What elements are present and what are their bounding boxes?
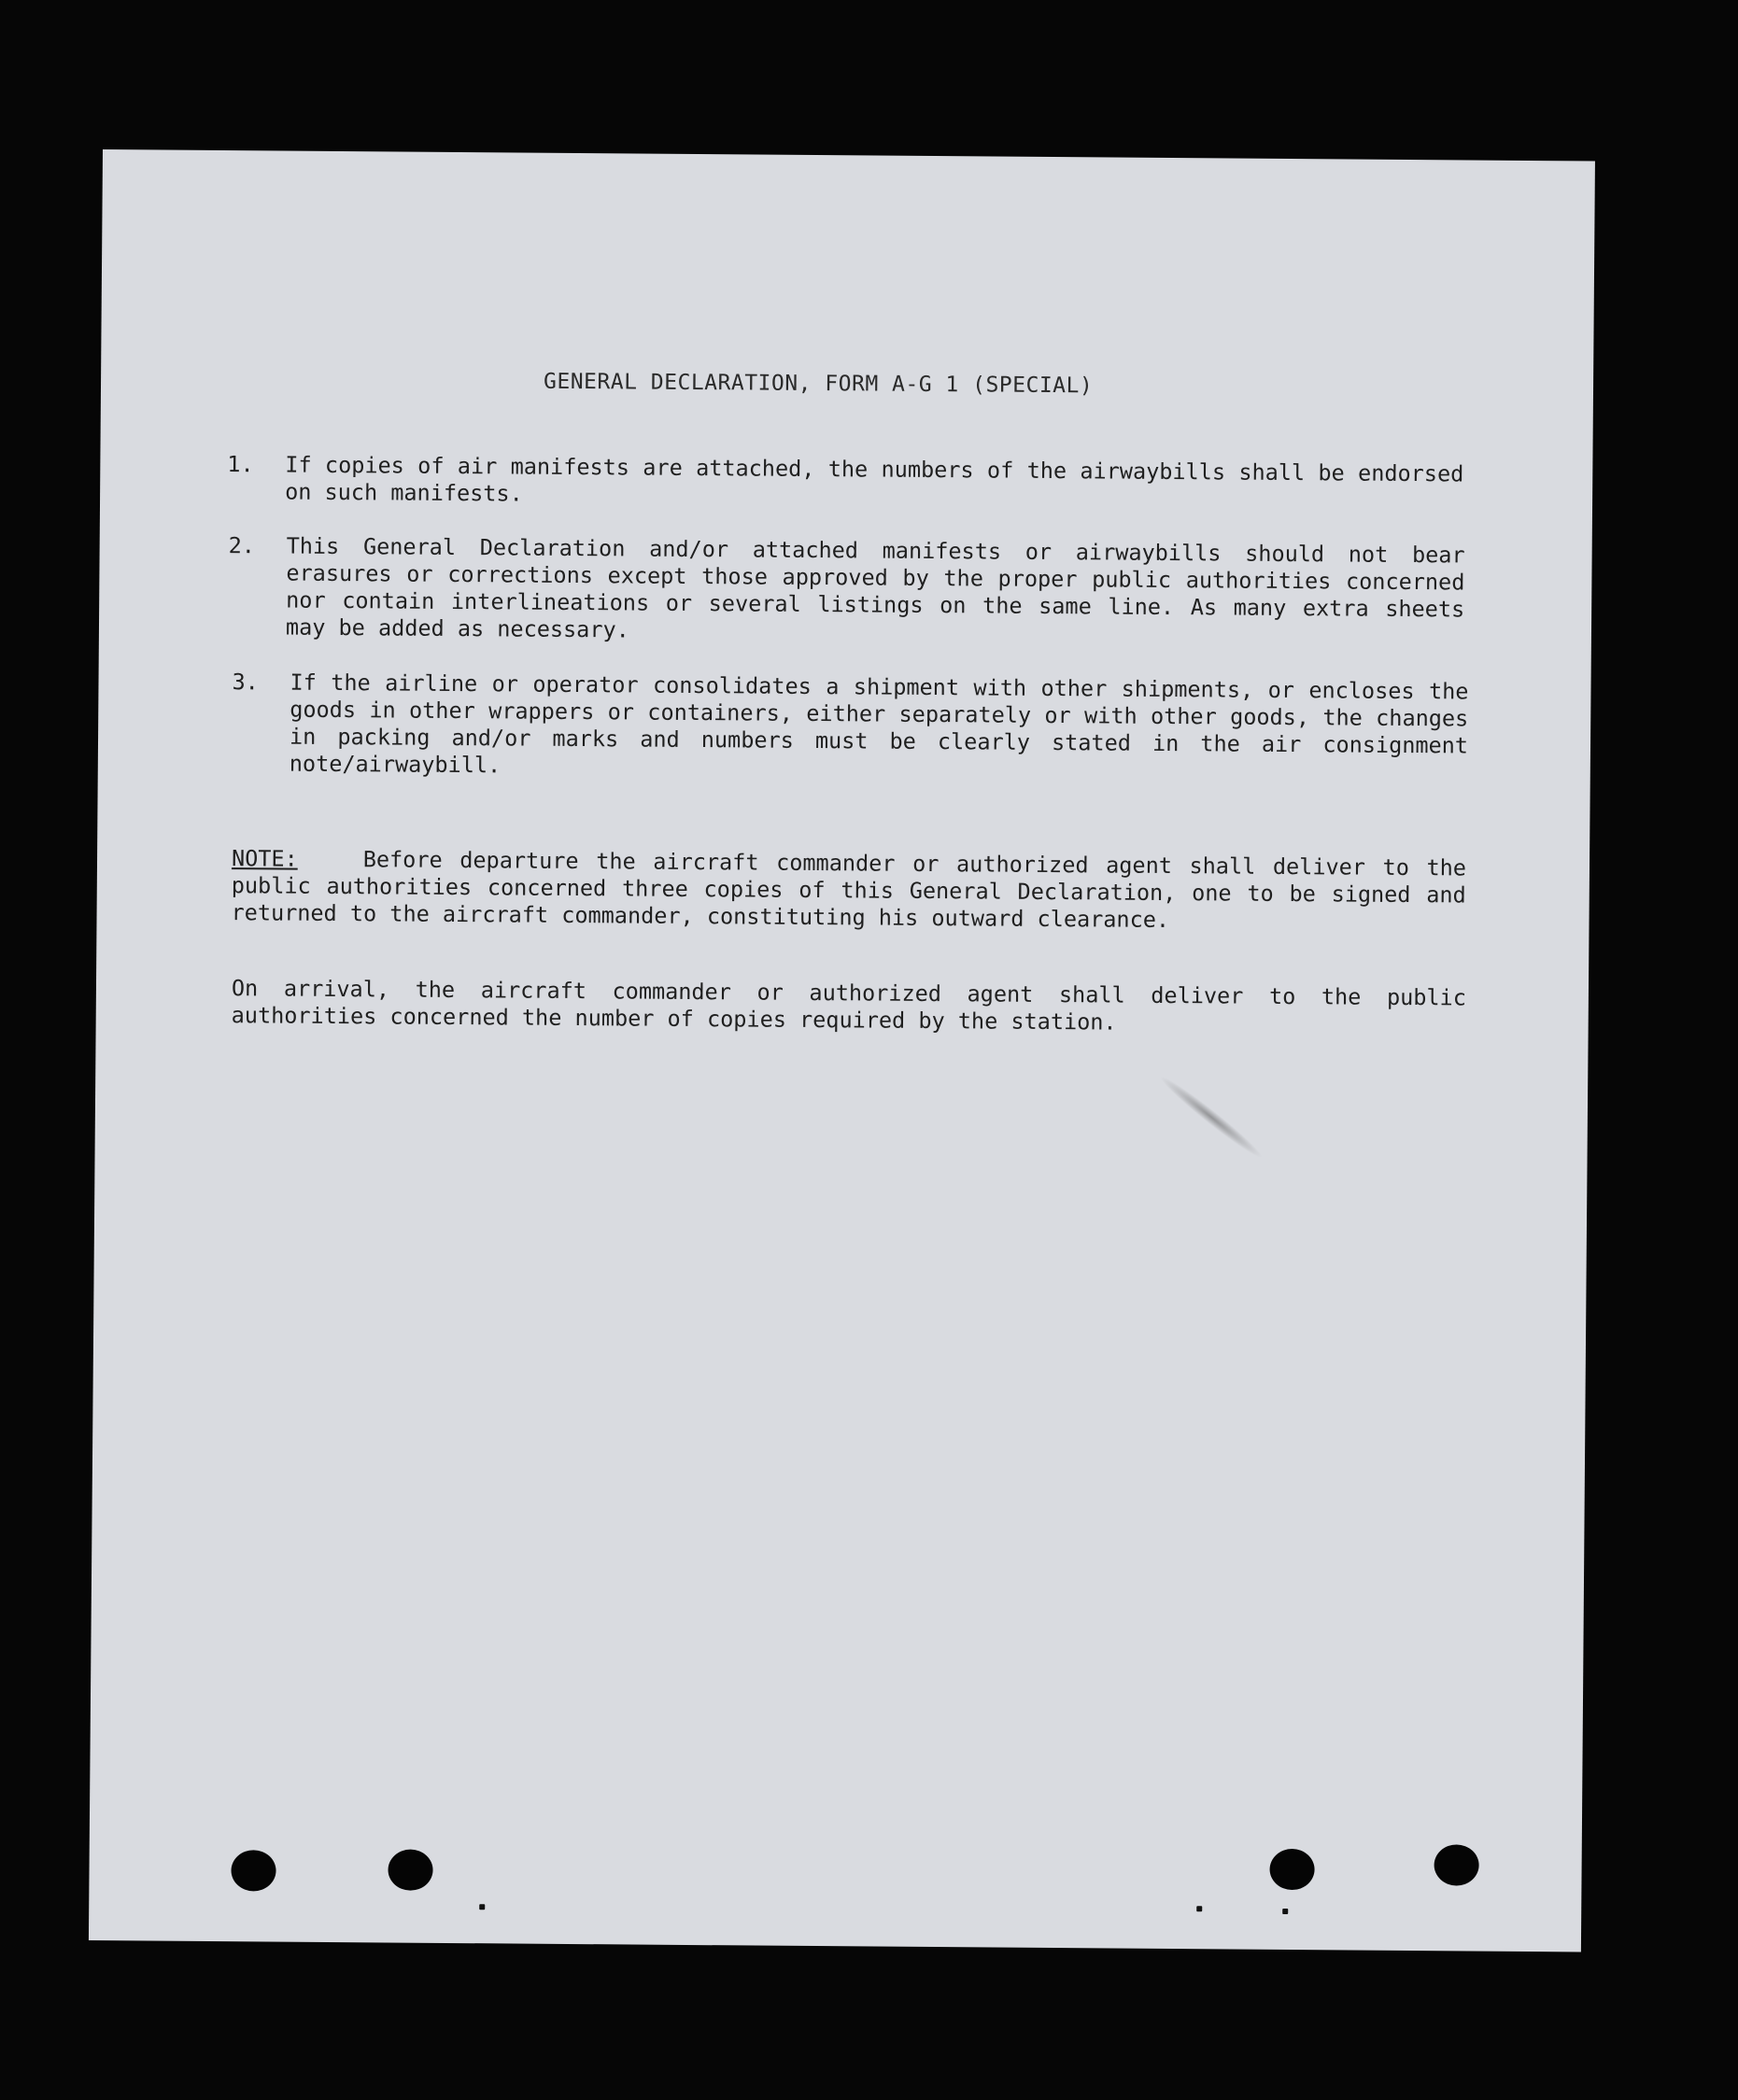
item-number: 1. <box>227 451 254 478</box>
note-text: Before departure the aircraft commander or authorized agent shall deliver to the public authorities concerned three copies of this General Declaration, one to be signed and returned to the aircraft commander, constituting his outward clearance. <box>231 846 1467 933</box>
punch-hole <box>1434 1844 1478 1885</box>
arrival-paragraph: On arrival, the aircraft commander or authorized agent shall deliver to the public authorities concerned the number of copies required by the station. <box>231 975 1467 1036</box>
item-text: This General Declaration and/or attached manifests or airwaybills should not bear erasures or corrections except those approved by the proper public authorities concerned nor contain interlineations or several listings on the same line. As many extra sheets may be added as necessary. <box>285 532 1465 643</box>
punch-hole <box>231 1850 276 1891</box>
speck-mark <box>479 1904 485 1910</box>
item-number: 3. <box>232 669 259 696</box>
item-text: If copies of air manifests are attached, the numbers of the airwaybills shall be endorsed on such manifests. <box>285 451 1464 507</box>
item-number: 2. <box>228 532 256 559</box>
speck-mark <box>1196 1906 1202 1911</box>
punch-hole <box>1269 1849 1314 1890</box>
note-label: NOTE: <box>231 845 298 872</box>
punch-hole <box>388 1849 432 1890</box>
speck-mark <box>1282 1909 1288 1914</box>
item-text: If the airline or operator consolidates a shipment with other shipments, or encloses the goods in other wrappers or containers, either separately or with other goods, the changes in packing and/or marks and numbers must be clearly stated in the air consignment note/airwaybill. <box>289 669 1469 779</box>
document-page <box>89 149 1595 1952</box>
ink-smudge <box>1156 1071 1266 1163</box>
note-paragraph <box>231 845 1466 936</box>
document-title: GENERAL DECLARATION, FORM A-G 1 (SPECIAL) <box>543 369 1094 399</box>
